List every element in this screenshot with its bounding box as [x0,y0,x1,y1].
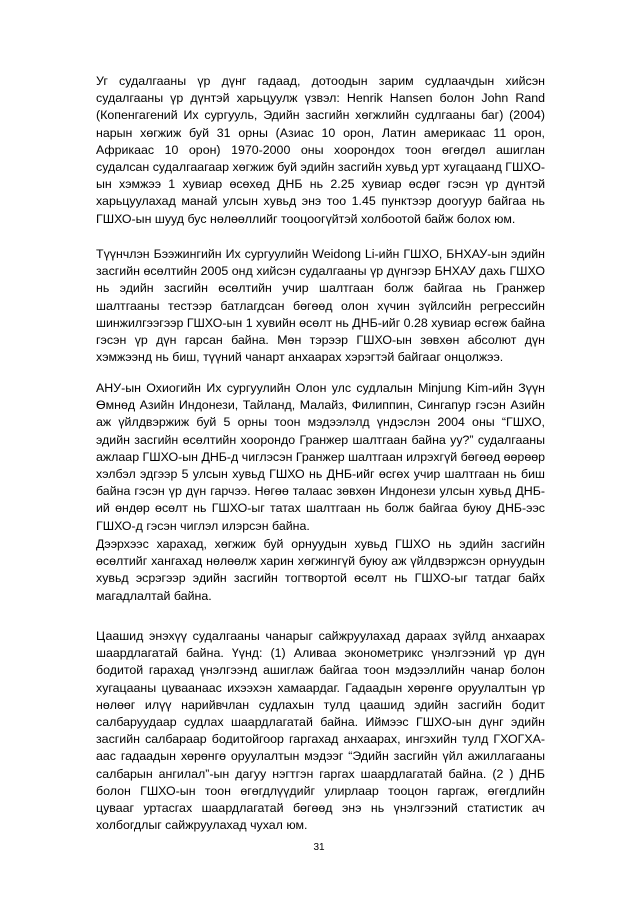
paragraph-weidong-li-study: Түүнчлэн Бээжингийн Их сургуулийн Weidong Li-ийн ГШХО, БНХАУ-ын эдийн засгийн өсөлтийн 2005 онд хийсэн судалгааны үр дүнгээр БНХАУ дахь ГШХО нь эдийн засгийн өсөлтийн учир шалтгаан болж байгаа нь Гранжер шалтгааны тестээр батлагдсан бөгөөд олон хүчин зүйлсийн регрессийн шинжилгээгээр ГШХО-ын 1 хувийн өсөлт нь ДНБ-ийг 0.28 хувиар өсгөж байна гэсэн үр дүн гарсан байна. Мөн тэрээр ГШХО-ын зөвхөн абсолют дүн хэмжээнд нь биш, түүний чанарт анхаарах хэрэгтэй байгааг онцолжээ. [96,247,545,365]
paragraph-future-research: Цаашид энэхүү судалгааны чанарыг сайжруулахад дараах зүйлд анхаарах шаардлагатай байна. Үүнд: (1) Аливаа эконометрикс үнэлгээний үр дүн бодитой гарахад үнэлгээнд ашиглаж байгаа тоон мэдээллийн чанар болон хугацааны цуваанаас ихээхэн хамаардаг. Гадаадын хөрөнгө оруулалтын үр нөлөөг илүү нарийвчлан судлахын тулд цаашид эдийн засгийн бодит салбаруудаар судлах шаардлагатай байна. Иймээс ГШХО-ын дүнг эдийн засгийн салбараар бодитойгоор гаргахад анхаарах, ингэхийн тулд ГХОГХА-аас гадаадын хөрөнгө оруулалтын мэдээг “Эдийн засгийн үйл ажиллагааны салбарын ангилал”-ын дагуу нэгтгэн гаргах шаардлагатай байна. (2 ) ДНБ болон ГШХО-ын тоон өгөгдлүүдийг улирлаар тооцон гаргаж, өгөгдлийн цувааг уртасгах шаардлагатай бөгөөд энэ нь үнэлгээний статистик ач холбогдлыг сайжруулахад чухал юм. [96,629,545,833]
page-number: 31 [313,842,325,853]
paragraph-minjung-kim-study: АНУ-ын Охиогийн Их сургуулийн Олон улс судлалын Minjung Kim-ийн Зүүн Өмнөд Азийн Индонези, Тайланд, Малайз, Филиппин, Сингапур гэсэн Азийн аж үйлдвэржиж буй 5 орны тоон мэдээлэлд үндэслэн 2004 оны “ГШХО, эдийн засгийн өсөлтийн хоорондо Гранжер шалтгаан байна уу?” судалгааны ажлаар ГШХО-ын ДНБ-д чиглэсэн Гранжер шалтгаан илрэхгүй бөгөөд өөрөөр хэлбэл эдгээр 5 улсын хувьд ГШХО нь ДНБ-ийг өсгөх учир шалтгаан нь биш байна гэсэн үр дүн гарчээ. Нөгөө талаас зөвхөн Индонези улсын хувьд ДНБ-ий өндөр өсөлт нь ГШХО-ыг татах шалтгаан нь болж байгаа буюу ДНБ-ээс ГШХО-д гэсэн чиглэл илэрсэн байна. [96,381,545,533]
paragraph-conclusion: Дээрхээс харахад, хөгжиж буй орнуудын хувьд ГШХО нь эдийн засгийн өсөлтийг хангахад нөлөөлж харин хөгжингүй буюу аж үйлдвэржсэн орнуудын хувьд эсрэгээр эдийн засгийн тогтвортой өсөлт нь ГШХО-ыг татдаг байх магадлалтай байна. [96,537,545,603]
paragraph-comparison-hansen-rand: Уг судалгааны үр дүнг гадаад, дотоодын зарим судлаачдын хийсэн судалгааны үр дүнтэй харьцуулж үзвэл: Henrik Hansen болон John Rand (Копенгагений Их сургууль, Эдийн засгийн хөгжлийн судлгааны баг) (2004) нарын хөгжиж буй 31 орны (Азиас 10 орон, Латин америкаас 11 орон, Африкаас 10 орон) 1970-2000 оны хоорондох тоон өгөгдөл ашиглан судалсан судалгаагаар хөгжиж буй эдийн засгийн хувьд урт хугацаанд ГШХО-ын хэмжээ 1 хувиар өсөхөд ДНБ нь 2.25 хувиар өсдөг гэсэн үр дүнтэй харьцуулахад манай улсын хувьд энэ тоо 1.45 пунктээр доогуур байгаа нь ГШХО-ын шууд бус нөлөөллийг тооцоогүйтэй холбоотой байж болох юм. [96,74,545,226]
